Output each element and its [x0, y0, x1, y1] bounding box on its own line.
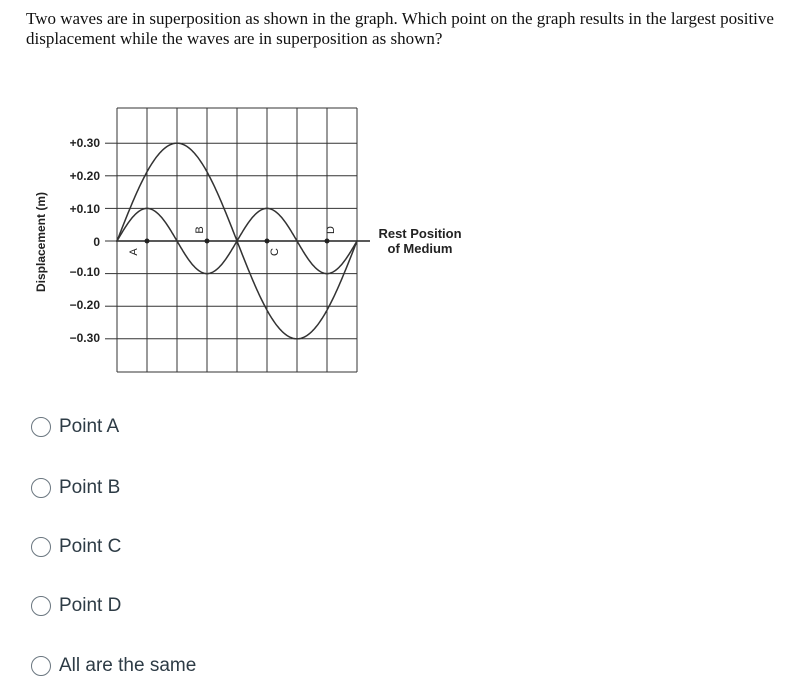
choice-all-same[interactable]	[31, 655, 196, 677]
choice-label: Point D	[59, 595, 122, 616]
y-tick-label: −0.10	[69, 265, 100, 279]
choice-point-b[interactable]	[31, 477, 120, 499]
y-axis-title: Displacement (m)	[34, 191, 48, 293]
y-tick-label: −0.30	[69, 331, 100, 345]
y-tick-labels	[70, 136, 101, 345]
question-text: Two waves are in superposition as shown in the graph. Which point on the graph results in the largest positive displacement while the waves are in superposition as shown?	[26, 9, 774, 48]
point-a-label: A	[128, 248, 140, 256]
point-a-marker	[145, 239, 150, 244]
choice-point-a[interactable]	[31, 416, 119, 438]
y-tick-label: +0.20	[69, 169, 100, 183]
point-d-marker	[325, 239, 330, 244]
choice-label: Point C	[59, 536, 122, 557]
choice-point-d[interactable]	[31, 595, 121, 617]
choice-point-c[interactable]	[31, 536, 121, 558]
y-tick-label: −0.20	[69, 298, 100, 312]
choice-label: Point A	[59, 416, 120, 437]
radio-circle-icon[interactable]	[31, 478, 51, 498]
point-c-marker	[265, 239, 270, 244]
point-b-marker	[205, 239, 210, 244]
choice-label: Point B	[59, 477, 121, 498]
y-tick-label: +0.10	[69, 202, 100, 216]
radio-circle-icon[interactable]	[31, 537, 51, 557]
radio-circle-icon[interactable]	[31, 596, 51, 616]
rest-label-line1: Rest Position	[378, 226, 462, 241]
y-tick-label: 0	[93, 235, 100, 249]
y-tick-label: +0.30	[69, 136, 100, 150]
radio-circle-icon[interactable]	[31, 417, 51, 437]
radio-circle-icon[interactable]	[31, 656, 51, 676]
y-ticks	[105, 143, 117, 339]
point-c-label: C	[269, 248, 281, 256]
point-b-label: B	[194, 226, 206, 234]
choice-label: All are the same	[59, 655, 197, 676]
rest-label-line2: of Medium	[387, 241, 453, 256]
point-d-label: D	[325, 226, 337, 234]
